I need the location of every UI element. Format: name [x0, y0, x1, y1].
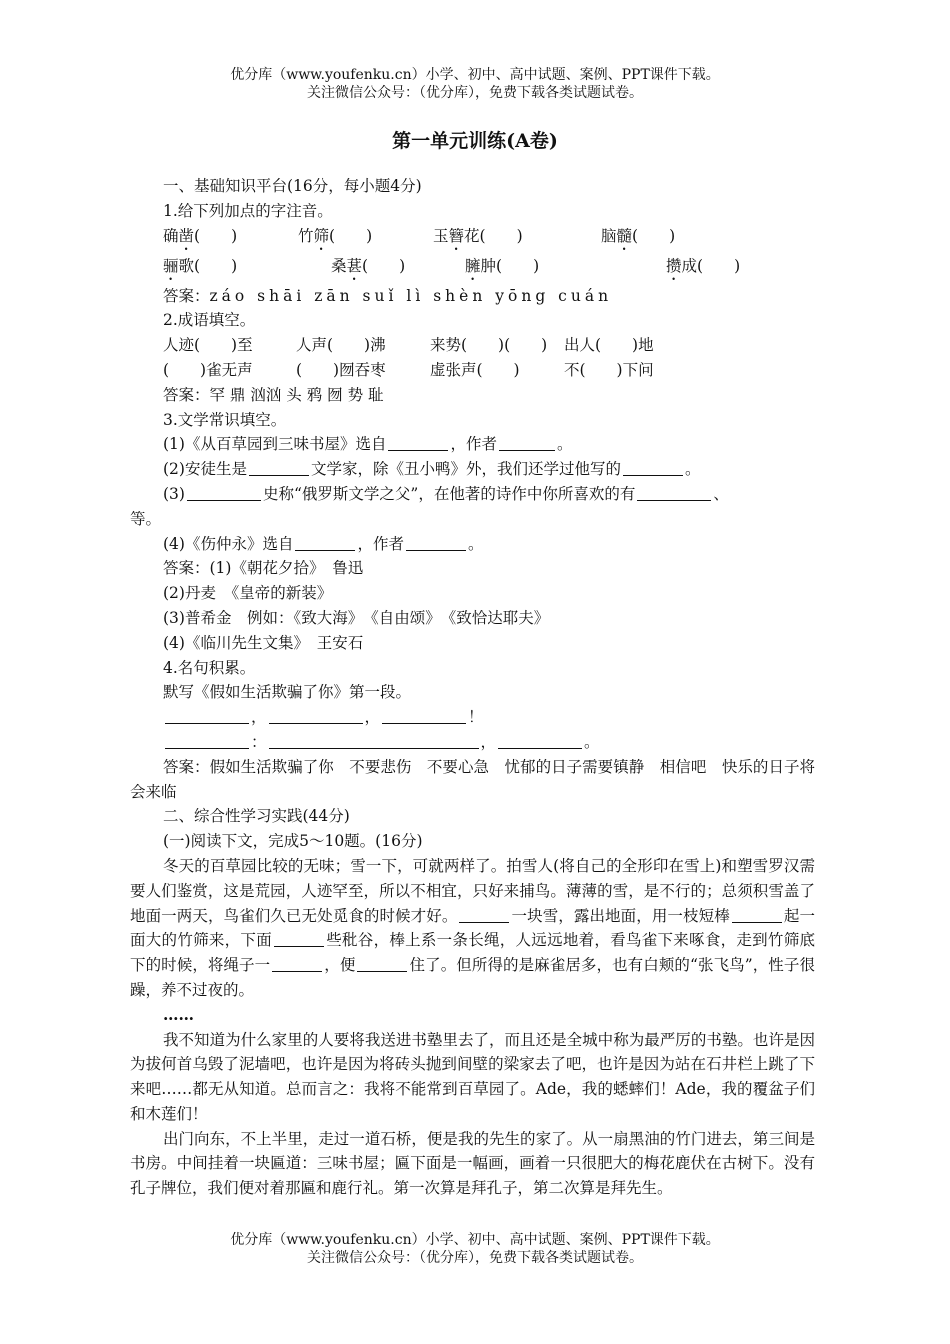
q2-answer: 答案：罕 鼎 汹汹 头 鸦 囫 势 耻 — [163, 385, 384, 404]
q3-item-1: (1)《从百草园到三味书屋》选自 ，作者 。 — [163, 435, 573, 454]
idiom-item: 不( )下问 — [564, 360, 654, 379]
q3-prompt: 3.文学常识填空。 — [163, 410, 287, 429]
answer-blank — [269, 707, 363, 724]
reading-paragraph-1: 冬天的百草园比较的无味；雪一下，可就两样了。拍雪人(将自己的全形印在雪上)和塑雪罗汉需要人们鉴赏，这是荒园，人迹罕至，所以不相宜，只好来捕鸟。薄薄的雪，是不行的；总须积雪盖了地面一两天，鸟雀们久已无处觅食的时候才好。 一块雪，露出地面，用一枝短棒 起一面大的竹筛来，下面 些秕谷，棒上系一条长绳，人远远地着，看鸟雀下来啄食，走到竹筛底下的时候，将绳子一 ，便 住了。但所得的是麻雀居多，也有白颊的“张飞鸟”，性子很躁，养不过夜的。 — [130, 856, 815, 999]
answer-blank — [249, 459, 309, 476]
answer-blank — [357, 955, 407, 972]
q3-answer-3: (3)普希金 例如：《致大海》 《自由颂》 《致恰达耶夫》 — [163, 608, 550, 627]
q1-row-2 — [130, 254, 815, 284]
q1-item: 玉簪花( ) — [433, 226, 523, 245]
q4-answer: 答案：假如生活欺骗了你 不要悲伤 不要心急 忧郁的日子需要镇静 相信吧 快乐的日子将会来临 — [130, 757, 815, 801]
q3-item-3: (3) 史称“俄罗斯文学之父”，在他著的诗作中你所喜欢的有 、 — [163, 484, 729, 503]
q3-item-4: (4)《伤仲永》选自 ，作者 。 — [163, 534, 484, 553]
footer-line-2: 关注微信公众号：（优分库），免费下载各类试题试卷。 — [307, 1250, 643, 1266]
answer-blank — [637, 484, 711, 501]
page-footer — [0, 1231, 950, 1267]
ellipsis: …… — [163, 1004, 194, 1024]
idiom-item: 人声( )沸 — [296, 336, 386, 355]
q2-row-1 — [130, 333, 815, 358]
answer-blank — [732, 906, 782, 923]
idiom-item: 出人( )地 — [564, 336, 654, 355]
q1-item: 竹筛( ) — [298, 226, 373, 245]
answer-blank — [388, 434, 448, 451]
answer-blank — [165, 732, 249, 749]
answer-blank — [269, 732, 479, 749]
page-header — [0, 66, 950, 102]
q1-item: 脑髓( ) — [601, 226, 676, 245]
q3-answer-2: (2)丹麦 《皇帝的新装》 — [163, 584, 333, 603]
header-line-1: 优分库（www.youfenku.cn）小学、初中、高中试题、案例、PPT课件下载。 — [230, 67, 720, 83]
q3-item-3-cont: 等。 — [130, 509, 162, 528]
footer-line-1: 优分库（www.youfenku.cn）小学、初中、高中试题、案例、PPT课件下载。 — [230, 1232, 720, 1248]
q1-answer: 答案：záo shāi zān suǐ lì shèn yōng cuán — [163, 286, 613, 305]
q3-answer-4: (4)《临川先生文集》 王安石 — [163, 633, 364, 652]
header-line-2: 关注微信公众号：（优分库），免费下载各类试题试卷。 — [307, 85, 643, 101]
idiom-item: 人迹( )至 — [163, 336, 253, 355]
q4-blanks-2: ： ， 。 — [130, 730, 815, 755]
document-body — [130, 174, 815, 1201]
answer-blank — [499, 434, 555, 451]
answer-blank — [406, 534, 466, 551]
reading-paragraph-2: 我不知道为什么家里的人要将我送进书塾里去了，而且还是全城中称为最严厉的书塾。也许是因为拔何首乌毁了泥墙吧，也许是因为将砖头抛到间壁的梁家去了吧，也许是因为站在石井栏上跳了下来吧……都无从知道。总而言之：我将不能常到百草园了。Ade，我的蟋蟀们！Ade，我的覆盆子们和木莲们！ — [130, 1030, 815, 1123]
page-title: 第一单元训练(A卷) — [392, 130, 558, 152]
idiom-item: ( )雀无声 — [163, 360, 253, 379]
q2-row-2 — [130, 358, 815, 383]
section-2-heading: 二、综合性学习实践(44分) — [163, 807, 350, 826]
q1-item: 臃肿( ) — [465, 256, 540, 275]
idiom-item: 虚张声( ) — [430, 360, 520, 379]
idiom-item: ( )囫吞枣 — [296, 360, 386, 379]
answer-blank — [498, 732, 582, 749]
q1-item: 桑葚( ) — [331, 256, 406, 275]
idiom-item: 来势( )( ) — [430, 336, 548, 355]
q4-blanks-1: ， ， ！ — [130, 705, 815, 730]
q2-prompt: 2.成语填空。 — [163, 311, 256, 330]
q3-answer-1: 答案：(1)《朝花夕拾》 鲁迅 — [163, 559, 364, 578]
answer-blank — [459, 906, 509, 923]
answer-blank — [274, 930, 324, 947]
answer-blank — [623, 459, 683, 476]
answer-blank — [187, 484, 261, 501]
q4-prompt: 4.名句积累。 — [163, 658, 256, 677]
section-1-heading: 一、基础知识平台(16分，每小题4分) — [163, 177, 422, 195]
reading-paragraph-3: 出门向东，不上半里，走过一道石桥，便是我的先生的家了。从一扇黑油的竹门进去，第三间是书房。中间挂着一块匾道：三味书屋；匾下面是一幅画，画着一只很肥大的梅花鹿伏在古树下。没有孔子牌位，我们便对着那匾和鹿行礼。第一次算是拜孔子，第二次算是拜先生。 — [130, 1129, 815, 1198]
answer-blank — [382, 707, 466, 724]
answer-blank — [295, 534, 355, 551]
reading-sub-heading: (一)阅读下文，完成5～10题。(16分) — [163, 832, 423, 851]
q1-item: 骊歌( ) — [163, 256, 238, 275]
q3-item-2: (2)安徒生是 文学家，除《丑小鸭》外，我们还学过他写的 。 — [163, 460, 701, 479]
q4-sub: 默写《假如生活欺骗了你》第一段。 — [163, 683, 412, 702]
answer-blank — [272, 955, 322, 972]
q1-item: 确凿( ) — [163, 226, 238, 245]
answer-blank — [165, 707, 249, 724]
q1-item: 攒成( ) — [666, 256, 741, 275]
q1-prompt: 1.给下列加点的字注音。 — [163, 201, 333, 220]
q1-row-1 — [130, 224, 815, 254]
